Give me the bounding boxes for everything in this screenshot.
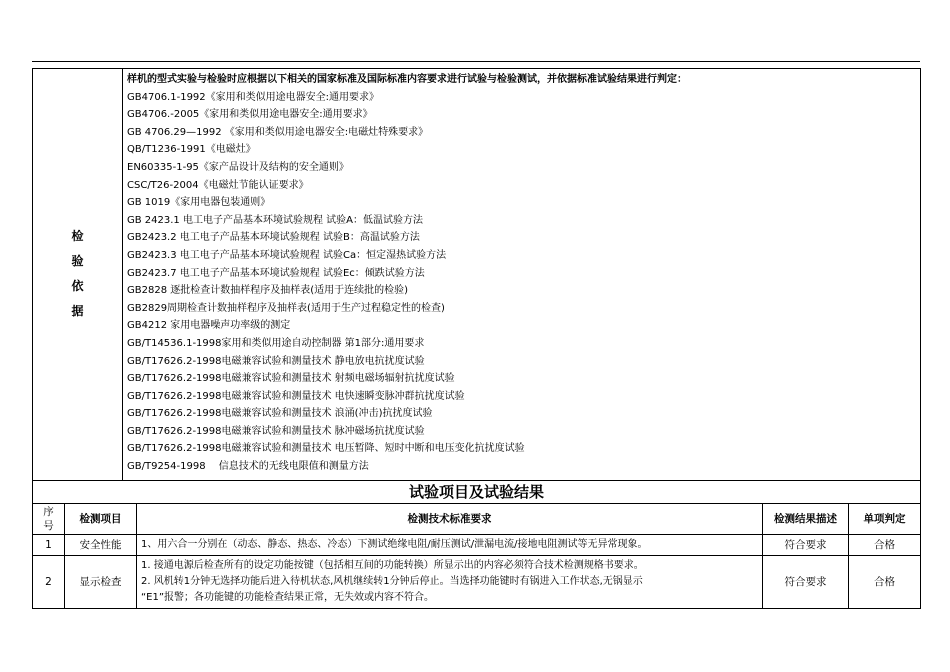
header-requirement: 检测技术标准要求 xyxy=(137,503,763,534)
row-description: 符合要求 xyxy=(763,534,849,555)
row-seq: 1 xyxy=(33,534,65,555)
standard-item: GB2423.7 电工电子产品基本环境试验规程 试验Ec：倾跌试验方法 xyxy=(127,267,425,279)
basis-label-char: 验 xyxy=(71,254,84,269)
row-verdict: 合格 xyxy=(849,555,921,608)
standard-item: GB/T17626.2-1998电磁兼容试验和测量技术 脉冲磁场抗扰度试验 xyxy=(127,425,425,437)
standard-item: GB4706.-2005《家用和类似用途电器安全:通用要求》 xyxy=(127,109,373,121)
standards-list xyxy=(123,69,921,481)
standard-item: GB4212 家用电器噪声功率级的测定 xyxy=(127,320,291,332)
standard-item: GB 1019《家用电器包装通则》 xyxy=(127,197,271,209)
standard-item: GB/T17626.2-1998电磁兼容试验和测量技术 电压暂降、短时中断和电压变化抗扰度试验 xyxy=(127,443,525,455)
standard-item: GB 4706.29—1992 《家用和类似用途电器安全:电磁灶特殊要求》 xyxy=(127,126,429,138)
row-requirement xyxy=(137,534,763,555)
standard-item: GB2423.2 电工电子产品基本环境试验规程 试验B：高温试验方法 xyxy=(127,232,420,244)
header-seq-bottom: 号 xyxy=(43,519,54,532)
basis-intro: 样机的型式实验与检验时应根据以下相关的国家标准及国际标准内容要求进行试验与检验测试，并依据标准试验结果进行判定： xyxy=(127,74,687,85)
row-requirement xyxy=(137,555,763,608)
results-title: 试验项目及试验结果 xyxy=(33,480,921,503)
header-rule xyxy=(32,61,920,62)
row-verdict: 合格 xyxy=(849,534,921,555)
standard-item: GB2828 逐批检查计数抽样程序及抽样表(适用于连续批的检验) xyxy=(127,285,409,297)
requirement-line: “E1”报警；各功能键的功能检查结果正常，无失效或内容不符合。 xyxy=(141,591,435,603)
standard-item: GB2423.3 电工电子产品基本环境试验规程 试验Ca：恒定湿热试验方法 xyxy=(127,249,447,261)
basis-label-char: 依 xyxy=(71,279,84,294)
basis-label xyxy=(33,69,123,481)
basis-label-char: 据 xyxy=(71,304,84,319)
row-seq: 2 xyxy=(33,555,65,608)
header-description: 检测结果描述 xyxy=(763,503,849,534)
standard-item: EN60335-1-95《家产品设计及结构的安全通则》 xyxy=(127,161,349,173)
requirement-line: 2. 风机转1分钟无选择功能后进入待机状态,风机继续转1分钟后停止。当选择功能键时有锅进入工作状态,无锅显示 xyxy=(141,575,643,587)
standard-item: GB/T17626.2-1998电磁兼容试验和测量技术 射频电磁场辐射抗扰度试验 xyxy=(127,373,455,385)
header-item: 检测项目 xyxy=(65,503,137,534)
standard-item: QB/T1236-1991《电磁灶》 xyxy=(127,144,256,156)
row-item: 安全性能 xyxy=(65,534,137,555)
requirement-line: 1. 接通电源后检查所有的设定功能按键（包括相互间的功能转换）所显示出的内容必须符合技术检测规格书要求。 xyxy=(141,559,644,571)
header-seq xyxy=(33,503,65,534)
standard-item: GB4706.1-1992《家用和类似用途电器安全:通用要求》 xyxy=(127,91,380,103)
table-row xyxy=(33,555,921,608)
standard-item: GB 2423.1 电工电子产品基本环境试验规程 试验A：低温试验方法 xyxy=(127,214,423,226)
basis-label-char: 检 xyxy=(71,229,84,244)
standard-item: GB/T17626.2-1998电磁兼容试验和测量技术 电快速瞬变脉冲群抗扰度试验 xyxy=(127,390,465,402)
standard-item: GB/T14536.1-1998家用和类似用途自动控制器 第1部分:通用要求 xyxy=(127,337,425,349)
table-row xyxy=(33,534,921,555)
standard-item: GB/T17626.2-1998电磁兼容试验和测量技术 静电放电抗扰度试验 xyxy=(127,355,425,367)
standard-item: GB/T9254-1998 信息技术的无线电限值和测量方法 xyxy=(127,461,369,473)
standard-item: GB2829周期检查计数抽样程序及抽样表(适用于生产过程稳定性的检查) xyxy=(127,302,445,314)
inspection-report xyxy=(32,68,920,609)
requirement-line: 1、用六合一分别在（动态、静态、热态、冷态）下测试绝缘电阻/耐压测试/泄漏电流/接地电阻测试等无异常现象。 xyxy=(141,538,648,550)
row-item: 显示检查 xyxy=(65,555,137,608)
results-table xyxy=(32,480,921,609)
row-description: 符合要求 xyxy=(763,555,849,608)
standard-item: GB/T17626.2-1998电磁兼容试验和测量技术 浪涌(冲击)抗扰度试验 xyxy=(127,408,433,420)
header-verdict: 单项判定 xyxy=(849,503,921,534)
header-seq-top: 序 xyxy=(43,505,54,518)
basis-table xyxy=(32,68,921,481)
standard-item: CSC/T26-2004《电磁灶节能认证要求》 xyxy=(127,179,309,191)
